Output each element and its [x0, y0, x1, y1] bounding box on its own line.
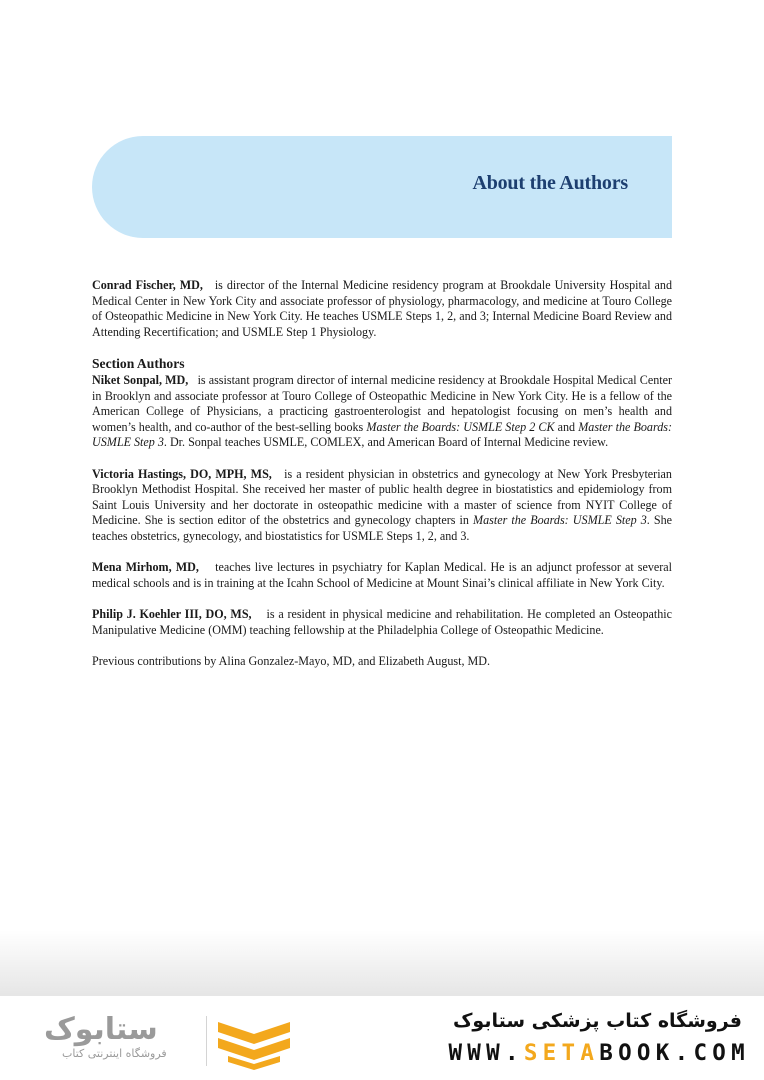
authors-content — [92, 278, 672, 686]
author-name-hastings: Victoria Hastings, DO, MPH, MS, — [92, 466, 272, 481]
logo-divider — [206, 1016, 207, 1066]
author-paragraph-mirhom — [92, 560, 672, 591]
book-title-step2ck: Master the Boards: USMLE Step 2 CK — [366, 419, 555, 434]
author-bio-sonpal-and: and — [557, 419, 576, 434]
store-url[interactable] — [448, 1040, 750, 1066]
header-band — [92, 136, 672, 238]
store-name: فروشگاه کتاب پزشکی ستابوک — [452, 1010, 742, 1032]
author-bio-fischer: is director of the Internal Medicine residency program at Brookdale University Hospital and Medical Center in New York City and associate professor of physiology, pharmacology, and medicine at Touro College of Osteopathic Medicine in New York City. He teaches USMLE Steps 1, 2, and 3; Internal Medicine Board Review and Attending Recertification; and USMLE Step 1 Physiology. — [92, 278, 672, 339]
store-url-suffix: BOOK.COM — [599, 1040, 750, 1066]
author-name-sonpal: Niket Sonpal, MD, — [92, 373, 189, 387]
logo-tagline: فروشگاه اینترنتی کتاب — [62, 1047, 167, 1060]
footer-shade — [0, 930, 764, 1000]
author-bio-sonpal-end: . Dr. Sonpal teaches USMLE, COMLEX, and American Board of Internal Medicine review. — [163, 435, 609, 449]
author-paragraph-koehler — [92, 607, 672, 638]
author-bio-hastings-start: is a resident physician in obstetrics and gynecology at New York Presbyterian Brooklyn Methodist Hospital. She received her master of public health degree in biostatistics and epidemiology from Saint Louis University and her doctorate in osteopathic medicine with a master of science from NYIT College of Medicine. She is section editor of the obstetrics and gynecology chapters in — [92, 466, 672, 527]
page-title: About the Authors — [472, 172, 628, 194]
author-bio-mirhom: teaches live lectures in psychiatry for Kaplan Medical. He is an adjunct professor at several medical schools and is in training at the Icahn School of Medicine at Mount Sinai’s clinical affiliate in New York City. — [92, 560, 672, 590]
author-paragraph-hastings — [92, 467, 672, 545]
store-url-prefix: WWW. — [448, 1040, 524, 1066]
author-bio-hastings-end: . She teaches obstetrics, gynecology, and biostatistics for USMLE Steps 1, 2, and 3. — [92, 513, 673, 543]
store-url-accent: SETA — [523, 1040, 600, 1066]
book-title-step3: Master the Boards: USMLE Step 3 — [92, 419, 672, 449]
previous-contributions: Previous contributions by Alina Gonzalez-Mayo, MD, and Elizabeth August, MD. — [92, 654, 491, 668]
section-authors-heading: Section Authors — [92, 356, 185, 371]
book-chevron-icon — [214, 1014, 294, 1070]
author-name-fischer: Conrad Fischer, MD, — [92, 278, 203, 292]
setabook-logo[interactable] — [36, 1014, 176, 1060]
author-bio-koehler: is a resident in physical medicine and rehabilitation. He completed an Osteopathic Manipulative Medicine (OMM) teaching fellowship at the Philadelphia College of Osteopathic Medicine. — [92, 607, 673, 637]
book-title-step3-hastings: Master the Boards: USMLE Step 3 — [473, 513, 647, 527]
author-name-koehler: Philip J. Koehler III, DO, MS, — [92, 607, 252, 621]
author-name-mirhom: Mena Mirhom, MD, — [92, 560, 199, 574]
main-author-paragraph — [92, 278, 672, 340]
logo-wordmark: ستابوک — [44, 1012, 158, 1047]
author-paragraph-sonpal — [92, 373, 672, 451]
publisher-footer — [0, 996, 764, 1080]
author-bio-sonpal-start: is assistant program director of internal medicine residency at Brookdale Hospital Medical Center in Brooklyn and associate professor at Touro College of Osteopathic Medicine in New York City. He is a fellow of the American College of Physicians, a practicing gastroenterologist and hepatologist focusing on men’s health and women’s health, and co-author of the best-selling books — [92, 373, 673, 434]
